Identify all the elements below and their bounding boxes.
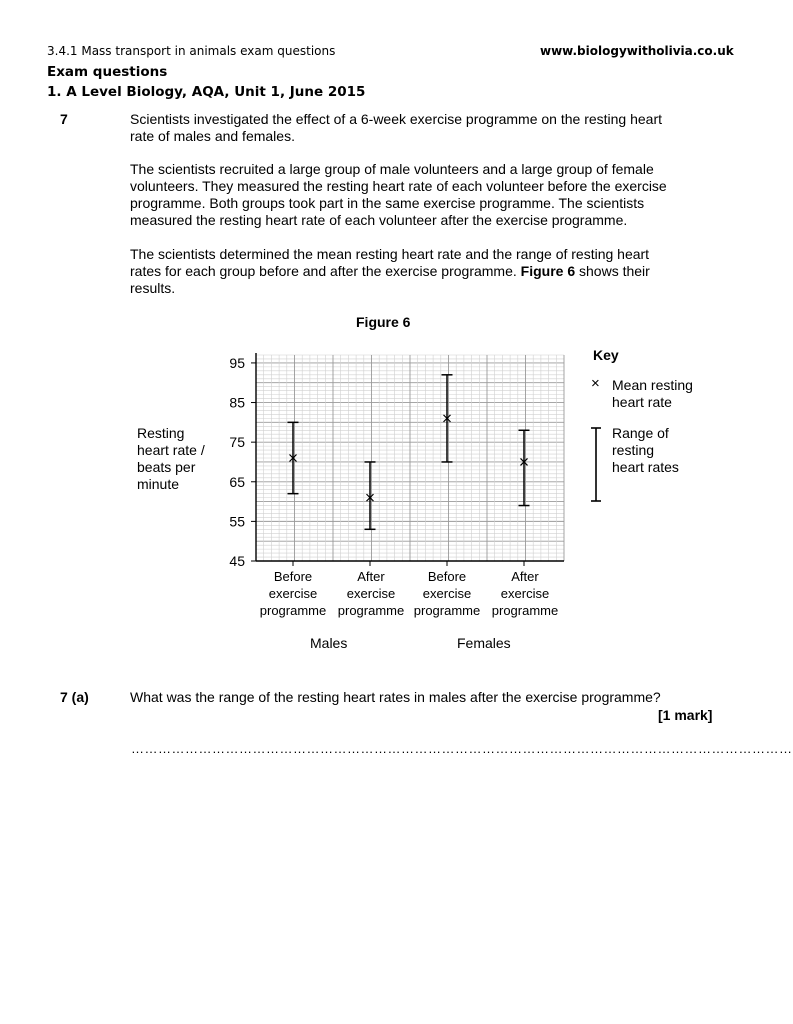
category-line: Before	[427, 569, 467, 584]
key-range-label	[612, 425, 679, 476]
y-axis-label-line: heart rate /	[137, 442, 205, 458]
category-line: exercise	[346, 586, 396, 601]
y-tick-label: 45	[229, 553, 245, 569]
text-line: volunteers. They measured the resting heart rate of each volunteer before the exercise	[130, 178, 667, 194]
text-fragment: rates for each group before and after the exercise programme.	[130, 263, 521, 279]
text-line: programme. Both groups took part in the same exercise programme. The scientists	[130, 195, 645, 211]
key-line: Range of	[612, 425, 669, 441]
y-tick-label: 95	[229, 354, 245, 371]
text-line: The scientists recruited a large group of male volunteers and a large group of female	[130, 161, 654, 177]
key-line: heart rates	[612, 459, 679, 475]
category-line: Before	[273, 569, 313, 584]
question-number: 7	[60, 111, 68, 127]
group-label-females: Females	[457, 635, 511, 651]
text-line: results.	[130, 280, 176, 296]
part-a-label: 7 (a)	[60, 689, 89, 705]
text-line: measured the resting heart rate of each volunteer after the exercise programme.	[130, 212, 628, 228]
question-source: 1. A Level Biology, AQA, Unit 1, June 2015	[47, 84, 366, 100]
category-line: programme	[413, 603, 481, 618]
category-line: exercise	[422, 586, 472, 601]
key-line: Mean resting	[612, 377, 693, 393]
part-a-question: What was the range of the resting heart rates in males after the exercise programme?	[130, 689, 661, 705]
text-line: Scientists investigated the effect of a 6-week exercise programme on the resting heart	[130, 111, 663, 127]
category-line: programme	[259, 603, 327, 618]
text-line: rate of males and females.	[130, 128, 295, 144]
figure-title: Figure 6	[356, 314, 411, 330]
category-line: exercise	[500, 586, 550, 601]
x-category-label	[248, 568, 338, 619]
category-line: After	[357, 569, 385, 584]
range-bar	[365, 462, 376, 529]
y-axis-label-line: beats per	[137, 459, 196, 475]
y-tick-label: 75	[229, 434, 245, 451]
figure-reference: Figure 6	[520, 263, 576, 279]
key-line: resting	[612, 442, 655, 458]
text-line: The scientists determined the mean resting heart rate and the range of resting heart	[130, 246, 650, 262]
category-line: exercise	[268, 586, 318, 601]
x-category-label	[480, 568, 570, 619]
key-title: Key	[593, 347, 619, 363]
website-url[interactable]: www.biologywitholivia.co.uk	[540, 44, 734, 58]
category-line: After	[511, 569, 539, 584]
text-fragment: shows their	[575, 263, 650, 279]
group-label-males: Males	[310, 635, 348, 651]
range-bar	[519, 430, 530, 505]
answer-line[interactable]: …………………………………………………………………………………………………………………………………	[131, 741, 793, 756]
y-tick-label: 65	[229, 473, 245, 490]
y-tick-label: 55	[229, 513, 245, 530]
y-axis-label-line: minute	[137, 476, 180, 492]
mean-cross-icon: ×	[591, 375, 600, 392]
key-mean-label	[612, 377, 693, 411]
chart-grid	[256, 355, 564, 561]
section-title: Exam questions	[47, 64, 168, 80]
category-line: programme	[337, 603, 405, 618]
document-header-title: 3.4.1 Mass transport in animals exam questions	[47, 44, 336, 58]
range-bar-icon	[588, 427, 604, 503]
chart-marks	[288, 375, 530, 530]
y-tick-label: 85	[229, 394, 245, 411]
x-category-label	[402, 568, 492, 619]
mark-allocation: [1 mark]	[658, 707, 713, 723]
category-line: programme	[491, 603, 559, 618]
y-axis-label-line: Resting	[137, 425, 185, 441]
key-line: heart rate	[612, 394, 672, 410]
